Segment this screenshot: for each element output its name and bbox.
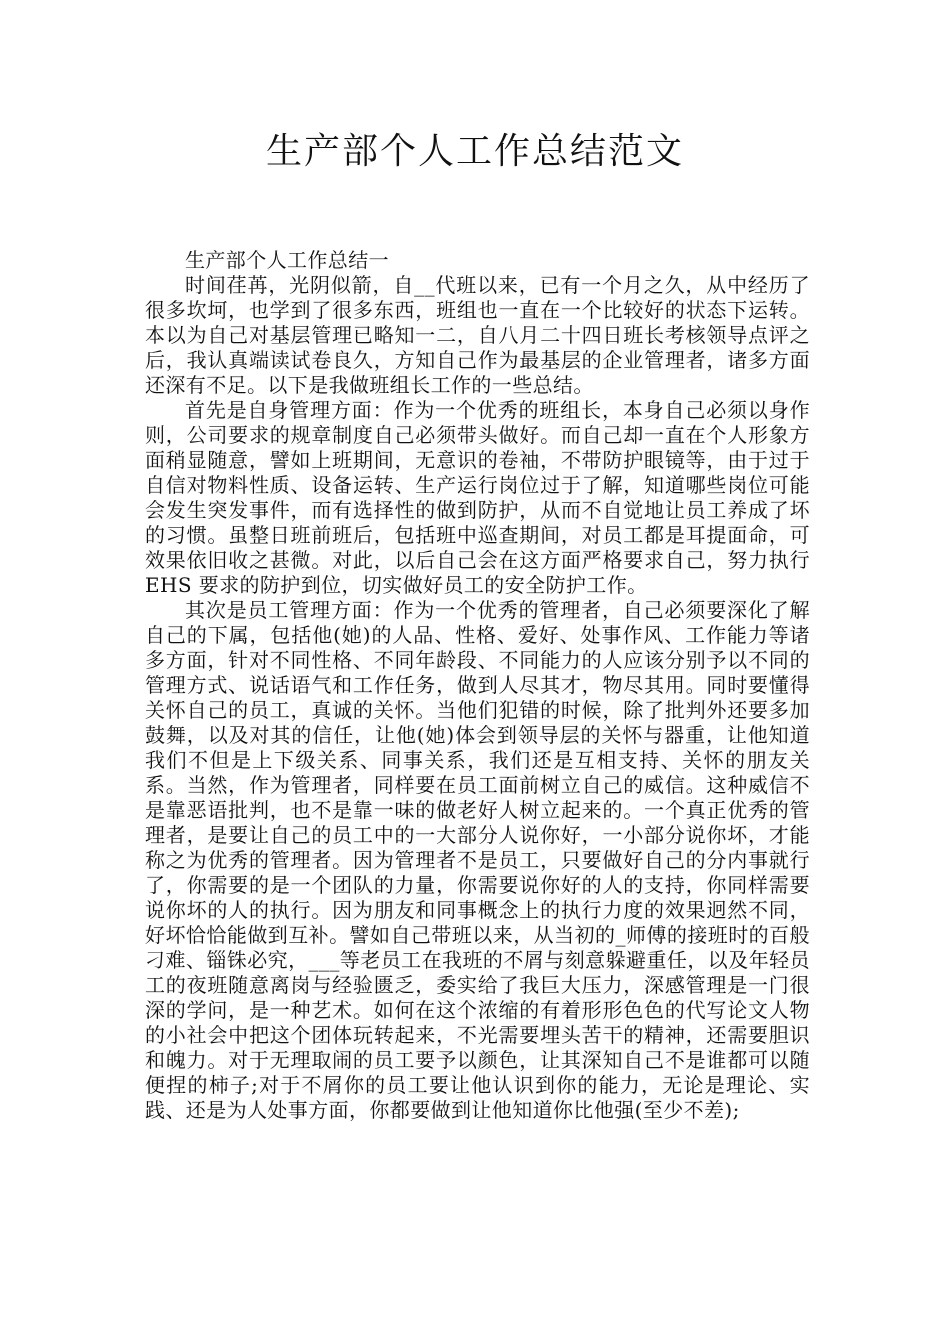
paragraph-self-management: 首先是自身管理方面：作为一个优秀的班组长，本身自己必须以身作则，公司要求的规章制度自己必须带头做好。而自己却一直在个人形象方面稍显随意，譬如上班期间，无意识的卷袖，不带防护眼镜等，由于过于自信对物料性质、设备运转、生产运行岗位过于了解，知道哪些岗位可能会发生突发事件，而有选择性的做到防护，从而不自觉地让员工养成了坏的习惯。虽整日班前班后，包括班中巡查期间，对员工都是耳提面命，可效果依旧收之甚微。对此，以后自己会在这方面严格要求自己，努力执行 EHS 要求的防护到位，切实做好员工的安全防护工作。 [145,398,810,597]
document-body [145,248,810,1123]
paragraph-staff-management: 其次是员工管理方面：作为一个优秀的管理者，自己必须要深化了解自己的下属，包括他(她)的人品、性格、爱好、处事作风、工作能力等诸多方面，针对不同性格、不同年龄段、不同能力的人应该分别予以不同的管理方式、说话语气和工作任务，做到人尽其才，物尽其用。同时要懂得关怀自己的员工，真诚的关怀。当他们犯错的时候，除了批判外还要多加鼓舞，以及对其的信任，让他(她)体会到领导层的关怀与器重，让他知道我们不但是上下级关系、同事关系，我们还是互相支持、关怀的朋友关系。当然，作为管理者，同样要在员工面前树立自己的威信。这种威信不是靠恶语批判，也不是靠一味的做老好人树立起来的。一个真正优秀的管理者，是要让自己的员工中的一大部分人说你好，一小部分说你坏，才能称之为优秀的管理者。因为管理者不是员工，只要做好自己的分内事就行了，你需要的是一个团队的力量，你需要说你好的人的支持，你同样需要说你坏的人的执行。因为朋友和同事概念上的执行力度的效果迥然不同，好坏恰恰能做到互补。譬如自己带班以来，从当初的_师傅的接班时的百般刁难、锱铢必究，___等老员工在我班的不屑与刻意躲避重任，以及年轻员工的夜班随意离岗与经验匮乏，委实给了我巨大压力，深感管理是一门很深的学问，是一种艺术。如何在这个浓缩的有着形形色色的代写论文人物的小社会中把这个团体玩转起来，不光需要埋头苦干的精神，还需要胆识和魄力。对于无理取闹的员工要予以颜色，让其深知自己不是谁都可以随便捏的柿子;对于不屑你的员工要让他认识到你的能力，无论是理论、实践、还是为人处事方面，你都要做到让他知道你比他强(至少不差); [145,598,810,1122]
section-heading: 生产部个人工作总结一 [185,248,389,272]
paragraph-intro: 时间荏苒，光阴似箭，自__代班以来，已有一个月之久，从中经历了很多坎坷，也学到了很多东西，班组也一直在一个比较好的状态下运转。本以为自己对基层管理已略知一二，自八月二十四日班长考核领导点评之后，我认真端读试卷良久，方知自己作为最基层的企业管理者，诸多方面还深有不足。以下是我做班组长工作的一些总结。 [145,273,810,397]
document-title: 生产部个人工作总结范文 [265,131,684,172]
